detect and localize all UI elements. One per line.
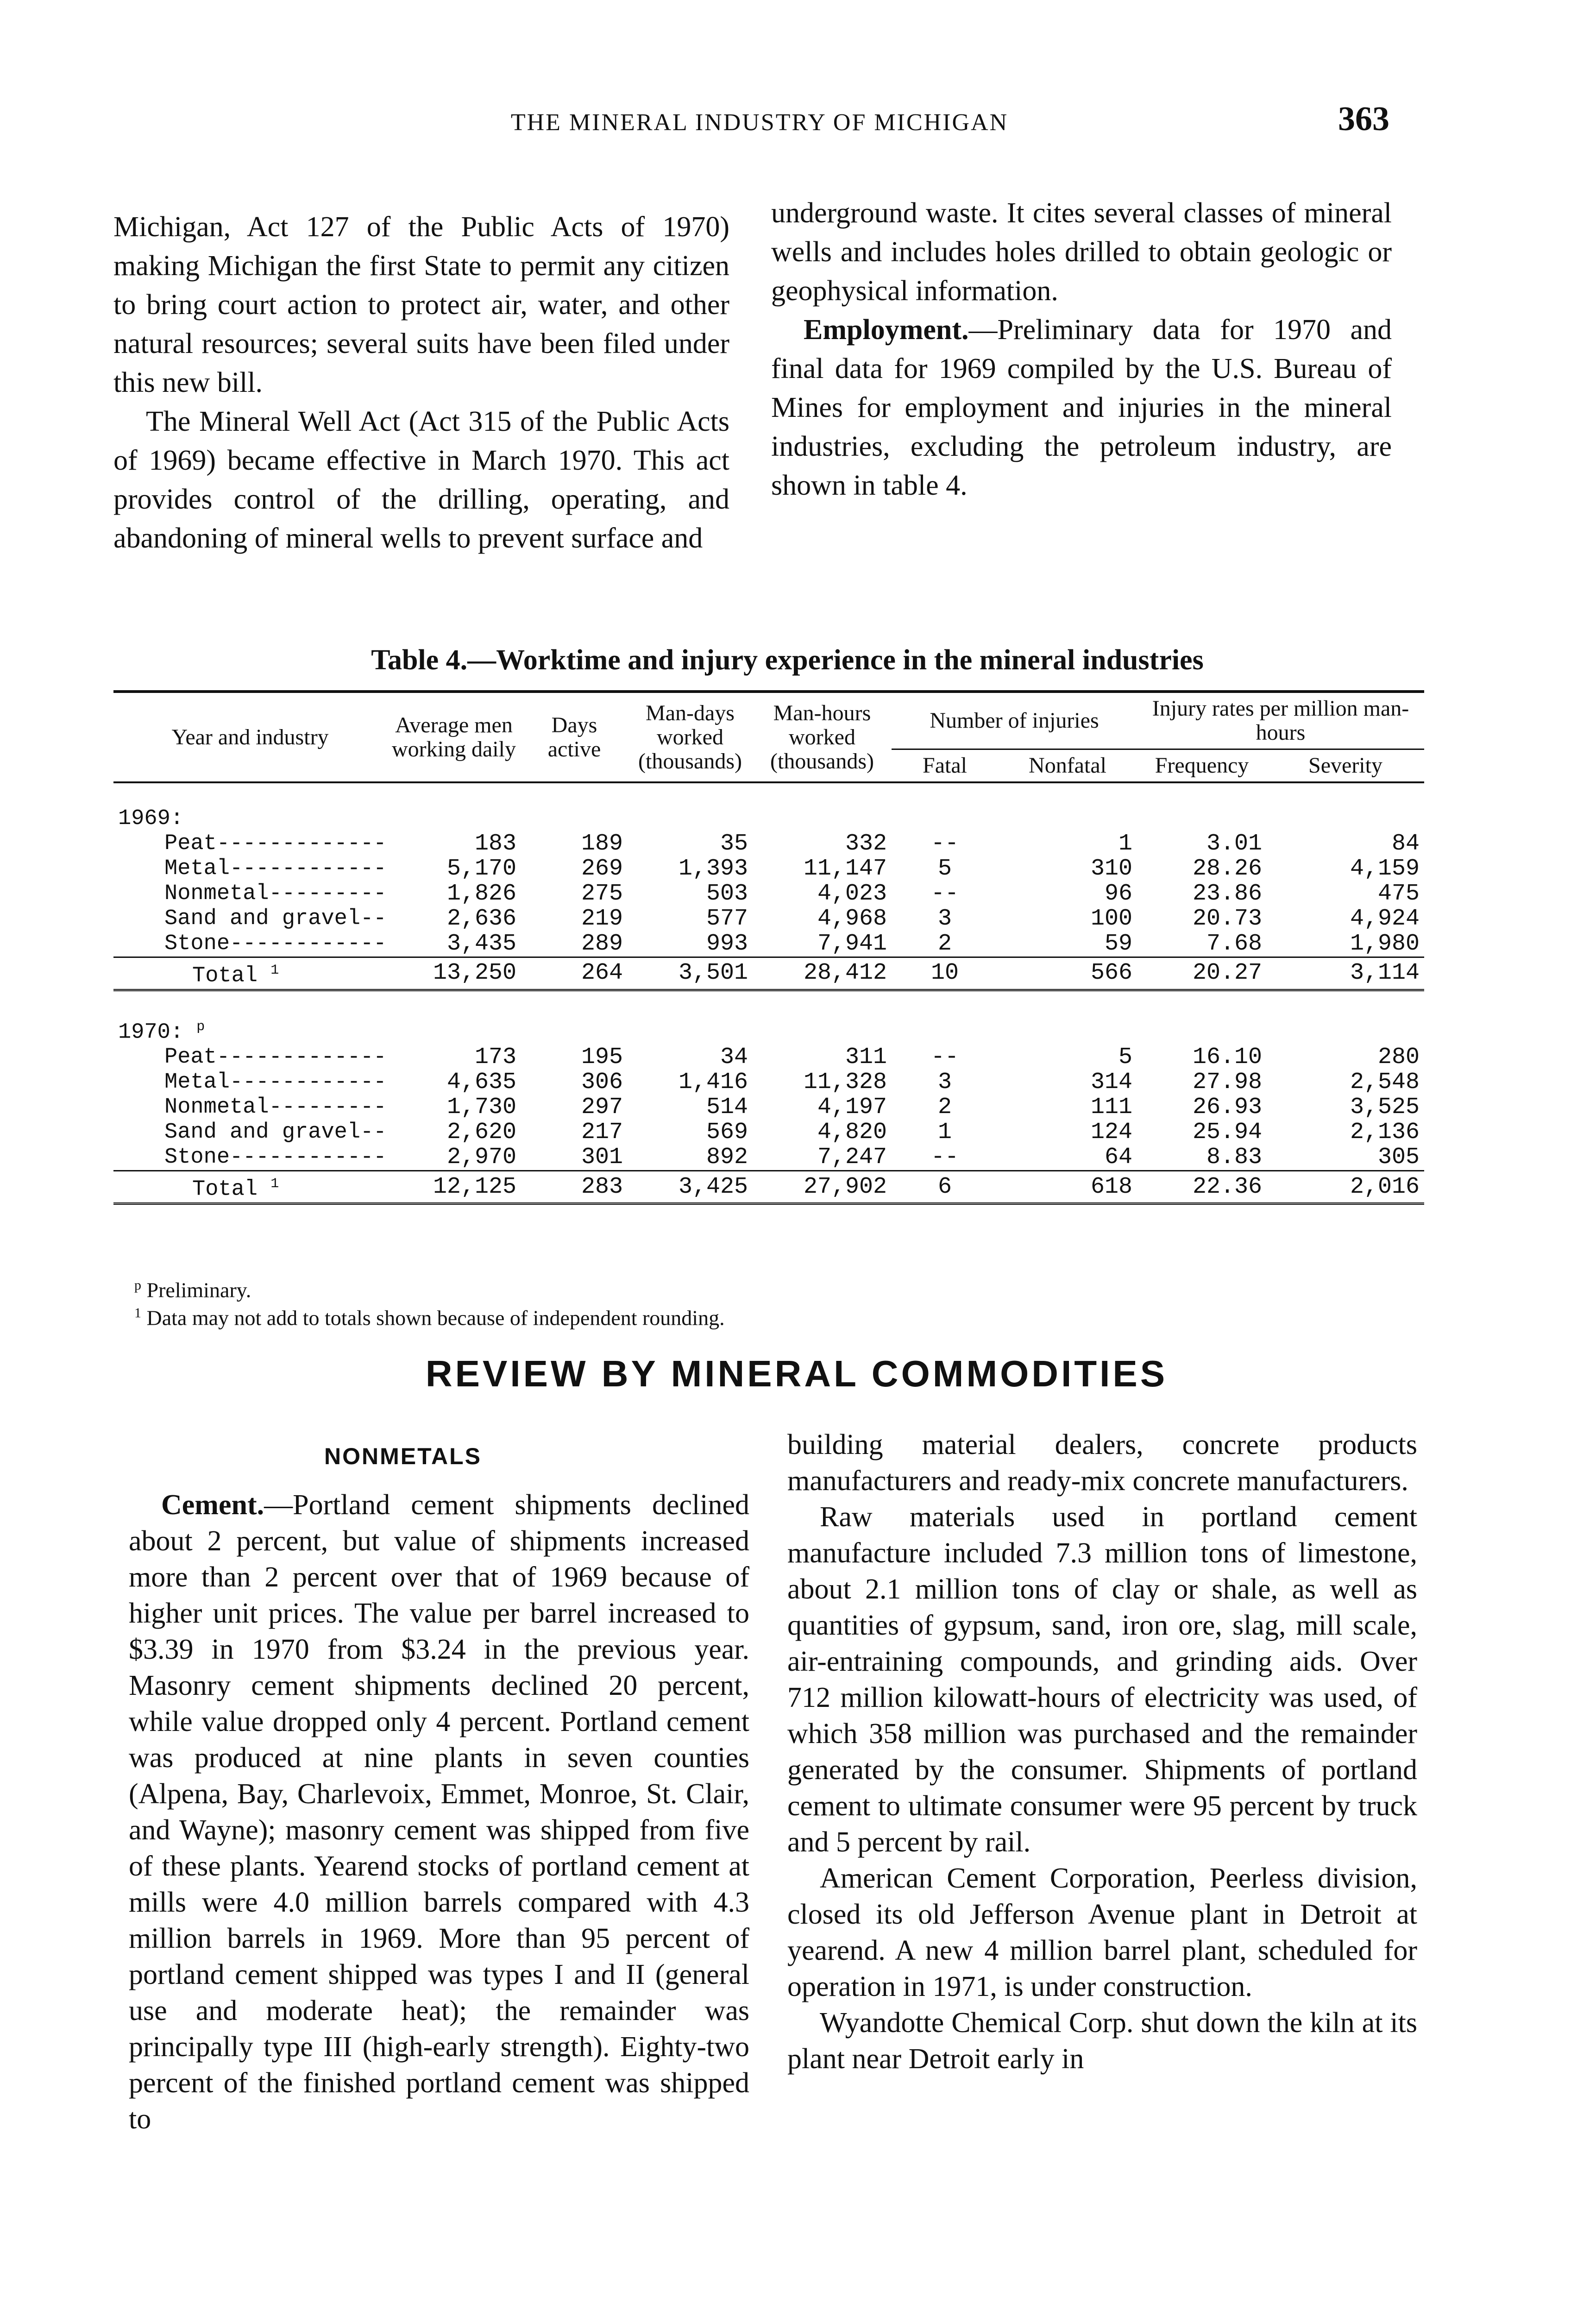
cell-industry: Metal------------ bbox=[164, 856, 387, 881]
cell-avg-men: 3,435 bbox=[446, 931, 516, 957]
dot-leader: --------- bbox=[269, 1095, 387, 1120]
cell-nonfatal: 100 bbox=[1090, 906, 1132, 932]
cell-avg-men: 12,125 bbox=[387, 1171, 521, 1204]
footnote-rounding bbox=[134, 1302, 1153, 1329]
table-title: Table 4.—Worktime and injury experience in the mineral industries bbox=[371, 644, 1204, 676]
cell-nonfatal: 96 bbox=[1104, 881, 1132, 907]
footnote-preliminary bbox=[134, 1274, 1153, 1302]
cell-frequency: 8.83 bbox=[1206, 1144, 1262, 1171]
cell-industry: Peat------------- bbox=[164, 831, 387, 856]
worktime-injury-table bbox=[113, 690, 1420, 1205]
paragraph: The Mineral Well Act (Act 315 of the Public Acts of 1969) became effective in March 1970. This act provides control of the drilling, operating, and abandoning of mineral wells to prevent surface and bbox=[113, 406, 729, 554]
col-header-fatal: Fatal bbox=[892, 749, 998, 783]
cell-man-hours: 7,941 bbox=[817, 931, 887, 957]
footnote-text: Data may not add to totals shown because of independent rounding. bbox=[146, 1306, 725, 1330]
cell-avg-men: 5,170 bbox=[446, 856, 516, 882]
top-left-column bbox=[113, 208, 729, 558]
paragraph: building material dealers, concrete products manufacturers and ready-mix concrete manufacturers. bbox=[787, 1429, 1417, 1497]
cell-days: 264 bbox=[521, 957, 628, 990]
total-label bbox=[113, 1171, 387, 1204]
paragraph: American Cement Corporation, Peerless division, closed its old Jefferson Avenue plant in Detroit at yearend. A new 4 million barrel plant, scheduled for operation in 1971, is under construction. bbox=[787, 1863, 1417, 2002]
dot-leader: ------------ bbox=[230, 856, 387, 881]
cell-avg-men: 183 bbox=[474, 831, 516, 857]
cell-days: 269 bbox=[581, 856, 623, 882]
cell-fatal: 2 bbox=[937, 931, 952, 957]
paragraph: Michigan, Act 127 of the Public Acts of 1970) making Michigan the first State to permit any citizen to bring court action to protect air, water, and other natural resources; several suits have been filed under this new bill. bbox=[113, 211, 729, 398]
paragraph: Wyandotte Chemical Corp. shut down the kiln at its plant near Detroit early in bbox=[787, 2007, 1417, 2075]
cell-man-days: 993 bbox=[706, 931, 748, 957]
cell-nonfatal: 59 bbox=[1104, 931, 1132, 957]
total-label bbox=[113, 957, 387, 990]
cell-fatal: 5 bbox=[937, 856, 952, 882]
footnote-text: Preliminary. bbox=[146, 1278, 251, 1302]
cell-severity: 3,114 bbox=[1267, 957, 1424, 990]
cell-avg-men: 2,970 bbox=[446, 1144, 516, 1171]
cell-days: 275 bbox=[581, 881, 623, 907]
year-label-text: 1970: bbox=[118, 1020, 184, 1045]
cell-days: 219 bbox=[581, 906, 623, 932]
cell-nonfatal: 5 bbox=[1118, 1044, 1132, 1071]
total-label-text: Total bbox=[192, 1177, 258, 1202]
cell-avg-men: 4,635 bbox=[446, 1069, 516, 1096]
total-row-1969 bbox=[113, 957, 1424, 990]
table-row bbox=[113, 931, 1424, 957]
cell-man-days: 892 bbox=[706, 1144, 748, 1171]
footnote-ref: 1 bbox=[270, 1176, 279, 1192]
cell-man-hours: 7,247 bbox=[817, 1144, 887, 1171]
cell-avg-men: 13,250 bbox=[387, 957, 521, 990]
cell-man-days: 577 bbox=[706, 906, 748, 932]
cell-man-hours: 4,820 bbox=[817, 1119, 887, 1146]
cell-avg-men: 173 bbox=[474, 1044, 516, 1071]
cell-days: 189 bbox=[581, 831, 623, 857]
cell-man-days: 35 bbox=[720, 831, 748, 857]
cell-man-hours: 311 bbox=[845, 1044, 887, 1071]
dot-leader: ------------- bbox=[216, 831, 387, 856]
cell-man-days: 3,501 bbox=[628, 957, 753, 990]
cell-man-hours: 4,023 bbox=[817, 881, 887, 907]
cell-industry: Stone------------ bbox=[164, 1145, 387, 1170]
table-row bbox=[113, 1120, 1424, 1145]
col-header-days-active: Days active bbox=[521, 692, 628, 782]
cell-fatal: 10 bbox=[892, 957, 998, 990]
cell-fatal: 6 bbox=[892, 1171, 998, 1204]
cell-days: 297 bbox=[581, 1094, 623, 1121]
cell-man-days: 569 bbox=[706, 1119, 748, 1146]
paragraph-text: —Preliminary data for 1970 and final data for 1969 compiled by the U.S. Bureau of Mines for employment and injuries in the mineral industries, excluding the petroleum industry, are shown in table 4. bbox=[771, 314, 1392, 501]
cell-man-hours: 11,147 bbox=[803, 856, 887, 882]
cell-frequency: 16.10 bbox=[1192, 1044, 1262, 1071]
cell-industry: Sand and gravel-- bbox=[164, 906, 387, 931]
cell-days: 195 bbox=[581, 1044, 623, 1071]
cell-severity: 305 bbox=[1378, 1144, 1420, 1171]
cell-fatal: 3 bbox=[937, 906, 952, 932]
cell-frequency: 20.73 bbox=[1192, 906, 1262, 932]
dot-leader: ------------ bbox=[230, 931, 387, 956]
paragraph-text: —Portland cement shipments declined about 2 percent, but value of shipments increased more than 2 percent over that of 1969 because of higher unit prices. The value per barrel increased to $3.39 in 1970 from $3.24 in the previous year. Masonry cement shipments declined 20 percent, while value dropped only 4 percent. Portland cement was produced at nine plants in seven counties (Alpena, Bay, Charlevoix, Emmet, Monroe, St. Clair, and Wayne); masonry cement was shipped from five of these plants. Yearend stocks of portland cement at mills were 4.0 million barrels compared with 4.3 million barrels in 1969. More than 95 percent of portland cement shipped was types I and II (general use and moderate heat); the remainder was principally type III (high-early strength). Eighty-two percent of the finished portland cement was shipped to bbox=[129, 1489, 749, 2135]
dot-leader: -- bbox=[360, 906, 387, 931]
cell-severity: 2,016 bbox=[1267, 1171, 1424, 1204]
cell-nonfatal: 111 bbox=[1090, 1094, 1132, 1121]
table-footnotes bbox=[134, 1274, 1153, 1330]
table-row bbox=[113, 1095, 1424, 1120]
cell-fatal: -- bbox=[930, 831, 959, 857]
run-in-heading: Employment. bbox=[804, 314, 969, 346]
paragraph-cement bbox=[129, 1487, 749, 2137]
page-number: 363 bbox=[1338, 100, 1389, 138]
dot-leader: ------------ bbox=[230, 1070, 387, 1095]
bottom-right-column bbox=[787, 1427, 1417, 2077]
cell-man-hours: 27,902 bbox=[753, 1171, 892, 1204]
table-row bbox=[113, 1045, 1424, 1070]
cell-man-days: 514 bbox=[706, 1094, 748, 1121]
col-header-num-injuries: Number of injuries bbox=[892, 692, 1137, 749]
cell-avg-men: 2,636 bbox=[446, 906, 516, 932]
cell-frequency: 26.93 bbox=[1192, 1094, 1262, 1121]
col-header-nonfatal: Nonfatal bbox=[998, 749, 1137, 783]
cell-nonfatal: 566 bbox=[998, 957, 1137, 990]
paragraph: underground waste. It cites several classes of mineral wells and includes holes drilled to obtain geologic or geophysical information. bbox=[771, 197, 1392, 307]
total-label-text: Total bbox=[192, 963, 258, 988]
footnote-mark: 1 bbox=[134, 1305, 141, 1321]
cell-frequency: 20.27 bbox=[1137, 957, 1267, 990]
cell-nonfatal: 1 bbox=[1118, 831, 1132, 857]
cell-severity: 280 bbox=[1378, 1044, 1420, 1071]
cell-nonfatal: 314 bbox=[1090, 1069, 1132, 1096]
cell-days: 289 bbox=[581, 931, 623, 957]
cell-fatal: -- bbox=[930, 881, 959, 907]
table-row bbox=[113, 1070, 1424, 1095]
cell-man-hours: 4,968 bbox=[817, 906, 887, 932]
cell-days: 217 bbox=[581, 1119, 623, 1146]
cell-avg-men: 1,826 bbox=[446, 881, 516, 907]
cell-man-hours: 28,412 bbox=[753, 957, 892, 990]
col-header-severity: Severity bbox=[1267, 749, 1424, 783]
col-header-man-hours: Man-hours worked (thousands) bbox=[753, 692, 892, 782]
cell-man-days: 503 bbox=[706, 881, 748, 907]
col-header-avg-men: Average men working daily bbox=[387, 692, 521, 782]
footnote-mark: p bbox=[134, 1278, 141, 1293]
dot-leader: ------------- bbox=[216, 1045, 387, 1070]
bottom-left-column bbox=[129, 1487, 749, 2137]
cell-severity: 3,525 bbox=[1350, 1094, 1420, 1121]
cell-severity: 475 bbox=[1378, 881, 1420, 907]
year-label: 1969: bbox=[118, 806, 184, 831]
cell-nonfatal: 64 bbox=[1104, 1144, 1132, 1171]
cell-frequency: 7.68 bbox=[1206, 931, 1262, 957]
cell-frequency: 27.98 bbox=[1192, 1069, 1262, 1096]
cell-fatal: -- bbox=[930, 1144, 959, 1171]
data-table bbox=[113, 690, 1424, 1205]
cell-severity: 4,159 bbox=[1350, 856, 1420, 882]
cell-industry: Peat------------- bbox=[164, 1045, 387, 1070]
cell-industry: Nonmetal--------- bbox=[164, 881, 387, 906]
table-row bbox=[113, 856, 1424, 881]
cell-fatal: -- bbox=[930, 1044, 959, 1071]
table-row bbox=[113, 831, 1424, 856]
top-right-column bbox=[771, 194, 1392, 505]
cell-severity: 2,548 bbox=[1350, 1069, 1420, 1096]
year-label bbox=[113, 1014, 387, 1045]
cell-man-hours: 332 bbox=[845, 831, 887, 857]
col-header-injury-rates: Injury rates per million man-hours bbox=[1137, 692, 1424, 749]
cell-severity: 1,980 bbox=[1350, 931, 1420, 957]
cell-fatal: 2 bbox=[937, 1094, 952, 1121]
cell-man-days: 3,425 bbox=[628, 1171, 753, 1204]
cell-frequency: 25.94 bbox=[1192, 1119, 1262, 1146]
cell-fatal: 3 bbox=[937, 1069, 952, 1096]
total-row-1970 bbox=[113, 1171, 1424, 1204]
cell-industry: Sand and gravel-- bbox=[164, 1120, 387, 1145]
cell-man-days: 1,393 bbox=[678, 856, 748, 882]
running-head: THE MINERAL INDUSTRY OF MICHIGAN bbox=[510, 109, 1009, 136]
section-heading: REVIEW BY MINERAL COMMODITIES bbox=[425, 1353, 1168, 1394]
cell-industry: Stone------------ bbox=[164, 931, 387, 956]
cell-days: 301 bbox=[581, 1144, 623, 1171]
col-header-man-days: Man-days worked (thousands) bbox=[628, 692, 753, 782]
cell-severity: 84 bbox=[1392, 831, 1420, 857]
year-row-1969 bbox=[113, 806, 1424, 831]
year-row-1970 bbox=[113, 1014, 1424, 1045]
rows-1970 bbox=[113, 1045, 1424, 1171]
cell-avg-men: 2,620 bbox=[446, 1119, 516, 1146]
cell-days: 283 bbox=[521, 1171, 628, 1204]
cell-days: 306 bbox=[581, 1069, 623, 1096]
run-in-heading: Cement. bbox=[161, 1489, 264, 1521]
cell-nonfatal: 310 bbox=[1090, 856, 1132, 882]
subsection-heading: NONMETALS bbox=[324, 1443, 482, 1469]
col-header-frequency: Frequency bbox=[1137, 749, 1267, 783]
cell-avg-men: 1,730 bbox=[446, 1094, 516, 1121]
rows-1969 bbox=[113, 831, 1424, 957]
cell-industry: Nonmetal--------- bbox=[164, 1095, 387, 1120]
cell-frequency: 22.36 bbox=[1137, 1171, 1267, 1204]
dot-leader: ------------ bbox=[230, 1145, 387, 1170]
cell-nonfatal: 124 bbox=[1090, 1119, 1132, 1146]
cell-man-days: 1,416 bbox=[678, 1069, 748, 1096]
table-row bbox=[113, 881, 1424, 906]
paragraph-employment bbox=[771, 310, 1392, 505]
cell-frequency: 23.86 bbox=[1192, 881, 1262, 907]
dot-leader: -- bbox=[360, 1120, 387, 1145]
cell-nonfatal: 618 bbox=[998, 1171, 1137, 1204]
preliminary-mark: p bbox=[196, 1019, 205, 1035]
cell-severity: 2,136 bbox=[1350, 1119, 1420, 1146]
dot-leader: --------- bbox=[269, 881, 387, 906]
paragraph: Raw materials used in portland cement manufacture included 7.3 million tons of limestone, about 2.1 million tons of clay or shale, as well as quantities of gypsum, sand, iron ore, slag, mill scale, air-entraining compounds, and grinding aids. Over 712 million kilowatt-hours of electricity was used, of which 358 million was purchased and the remainder generated by the consumer. Shipments of portland cement to ultimate consumer were 95 percent by truck and 5 percent by rail. bbox=[787, 1501, 1417, 1858]
cell-man-hours: 4,197 bbox=[817, 1094, 887, 1121]
cell-man-hours: 11,328 bbox=[803, 1069, 887, 1096]
cell-man-days: 34 bbox=[720, 1044, 748, 1071]
cell-severity: 4,924 bbox=[1350, 906, 1420, 932]
table-row bbox=[113, 1145, 1424, 1171]
cell-industry: Metal------------ bbox=[164, 1070, 387, 1095]
cell-frequency: 3.01 bbox=[1206, 831, 1262, 857]
col-header-year-industry: Year and industry bbox=[113, 692, 387, 782]
cell-frequency: 28.26 bbox=[1192, 856, 1262, 882]
footnote-ref: 1 bbox=[270, 963, 279, 978]
cell-fatal: 1 bbox=[937, 1119, 952, 1146]
table-row bbox=[113, 906, 1424, 931]
